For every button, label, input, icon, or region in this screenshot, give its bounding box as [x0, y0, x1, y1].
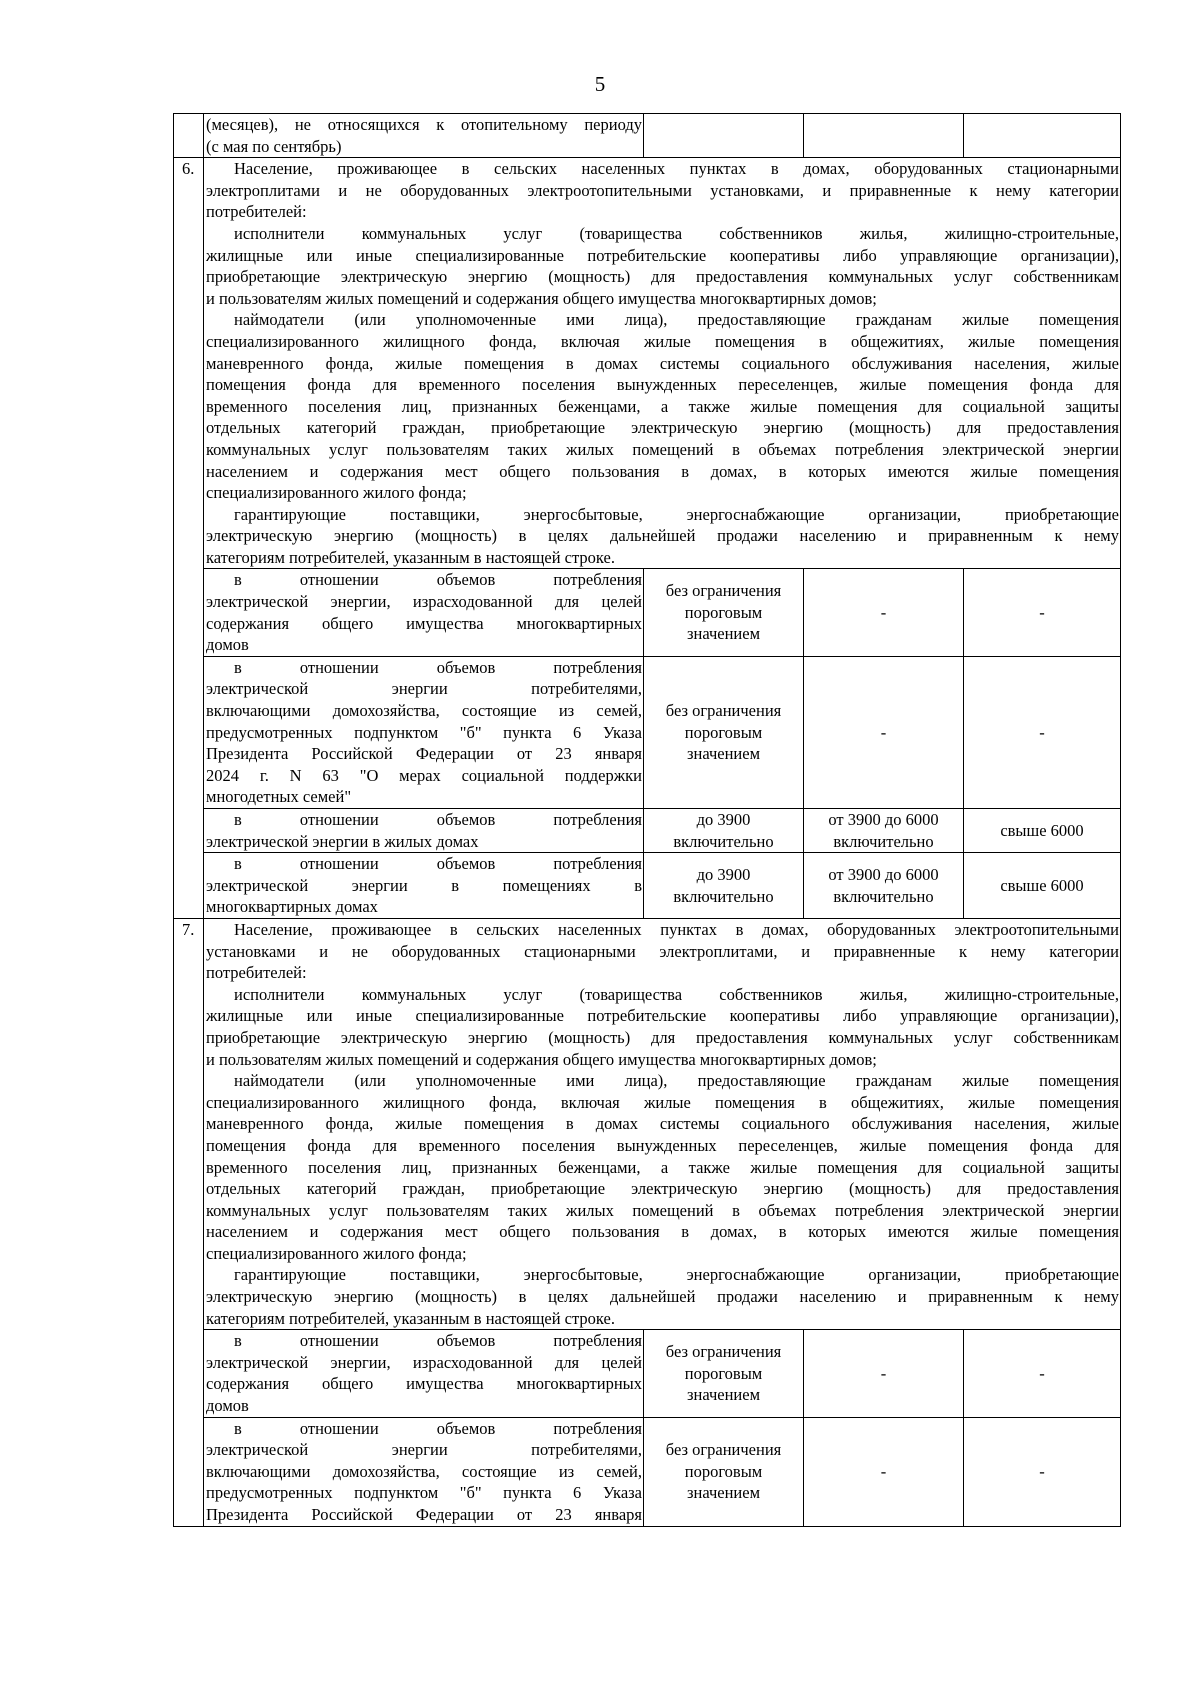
threshold-text-line: включительно	[673, 886, 774, 906]
threshold-text-line: -	[880, 602, 887, 622]
volume-text-line: включающими домохозяйства, состоящие из семей,	[206, 1461, 642, 1481]
category-text-line: отдельных категорий граждан, приобретающие электрическую энергию (мощность) для предоставления	[206, 418, 1119, 438]
volume-description-cell	[204, 569, 644, 656]
threshold-text-line: значением	[686, 1483, 761, 1503]
table-row	[174, 918, 1121, 1329]
subrow	[174, 569, 1121, 656]
volume-text-line: электрической энергии потребителями,	[206, 1440, 642, 1460]
category-text-line: категориям потребителей, указанным в настоящей строке.	[206, 1308, 615, 1328]
threshold-text-line: включительно	[673, 831, 774, 851]
volume-text-line: многоквартирных домах	[206, 897, 378, 917]
threshold-text-line: без ограничения	[665, 1342, 782, 1362]
category-text-line: приобретающие электрическую энергию (мощность) для предоставления коммунальных услуг собственникам	[206, 267, 1119, 287]
threshold-text-line: пороговым	[684, 1363, 763, 1383]
category-text-line: специализированного жилого фонда;	[206, 1243, 467, 1263]
volume-text-line: включающими домохозяйства, состоящие из семей,	[206, 701, 642, 721]
threshold-cell	[964, 656, 1121, 808]
category-text-line: категориям потребителей, указанным в настоящей строке.	[206, 547, 615, 567]
tariff-table	[173, 113, 1121, 1527]
volume-description-cell	[204, 1330, 644, 1417]
row-number-cell: 6.	[174, 158, 204, 919]
volume-text-line: Президента Российской Федерации от 23 января	[206, 744, 642, 764]
volume-text-line: 2024 г. N 63 "О мерах социальной поддержки	[206, 765, 642, 785]
threshold-cell	[644, 569, 804, 656]
continuation-row	[174, 114, 1121, 158]
threshold-text-line: -	[1039, 1461, 1045, 1481]
subrow	[174, 656, 1121, 808]
threshold-text-line: до 3900	[696, 864, 751, 884]
category-text-line: коммунальных услуг пользователям таких жилых помещений в объемах потребления электрической энергии	[206, 1200, 1119, 1220]
category-text-line: электроплитами и не оборудованных электроотопительными установками, и приравненные к нему категории	[206, 180, 1119, 200]
volume-description-cell	[204, 853, 644, 919]
threshold-cell	[644, 1330, 804, 1417]
threshold-cell	[644, 656, 804, 808]
threshold-text-line: значением	[686, 624, 761, 644]
volume-text-line: в отношении объемов потребления	[234, 1418, 642, 1438]
threshold-cell	[804, 1330, 964, 1417]
threshold-text-line: включительно	[833, 831, 934, 851]
threshold-text-line: -	[1039, 722, 1045, 742]
threshold-text-line: -	[1039, 1363, 1045, 1383]
threshold-cell	[964, 569, 1121, 656]
threshold-text-line: значением	[686, 1385, 761, 1405]
category-text-line: и пользователям жилых помещений и содержания общего имущества многоквартирных домов;	[206, 1049, 877, 1069]
category-text-line: гарантирующие поставщики, энергосбытовые, энергоснабжающие организации, приобретающие	[234, 1265, 1119, 1285]
page-number: 5	[594, 72, 606, 96]
threshold-cell	[964, 1330, 1121, 1417]
volume-text-line: домов	[206, 1396, 249, 1416]
volume-text-line: электрической энергии в жилых домах	[206, 831, 479, 851]
value-cell	[644, 114, 804, 158]
category-text-line: коммунальных услуг пользователям таких жилых помещений в объемах потребления электрической энергии	[206, 439, 1119, 459]
volume-text-line: предусмотренных подпунктом "б" пункта 6 Указа	[206, 722, 642, 742]
volume-text-line: в отношении объемов потребления	[234, 1331, 642, 1351]
category-text-line: наймодатели (или уполномоченные ими лица), предоставляющие гражданам жилые помещения	[234, 1071, 1119, 1091]
description-cell	[204, 114, 644, 158]
threshold-text-line: от 3900 до 6000	[828, 864, 939, 884]
category-description-cell	[204, 918, 1121, 1329]
volume-text-line: Президента Российской Федерации от 23 января	[206, 1505, 642, 1524]
category-text-line: отдельных категорий граждан, приобретающие электрическую энергию (мощность) для предоставления	[206, 1179, 1119, 1199]
category-text-line: исполнители коммунальных услуг (товарищества собственников жилья, жилищно-строительные,	[234, 223, 1119, 243]
category-text-line: жилищные или иные специализированные потребительские кооперативы либо управляющие организации),	[206, 245, 1119, 265]
category-text-line: потребителей:	[206, 963, 307, 983]
category-text-line: временного поселения лиц, признанных беженцами, а также жилые помещения для социальной защиты	[206, 396, 1119, 416]
value-cell	[964, 114, 1121, 158]
category-description-cell	[204, 158, 1121, 569]
table-row	[174, 158, 1121, 569]
threshold-text-line: -	[880, 1363, 887, 1383]
threshold-text-line: пороговым	[684, 722, 763, 742]
category-text-line: установками и не оборудованных стационарными электроплитами, и приравненные к нему категории	[206, 941, 1119, 961]
threshold-text-line: значением	[686, 744, 761, 764]
description-line: (с мая по сентябрь)	[206, 136, 342, 156]
threshold-cell	[804, 809, 964, 853]
threshold-cell	[804, 656, 964, 808]
volume-text-line: предусмотренных подпунктом "б" пункта 6 Указа	[206, 1483, 642, 1503]
category-text-line: населением и содержания мест общего пользования в домах, в которых имеются жилые помещения	[206, 461, 1119, 481]
category-text-line: исполнители коммунальных услуг (товарищества собственников жилья, жилищно-строительные,	[234, 984, 1119, 1004]
threshold-cell	[964, 809, 1121, 853]
category-text-line: Население, проживающее в сельских населенных пунктах в домах, оборудованных стационарными	[234, 159, 1119, 179]
category-text-line: специализированного жилого фонда;	[206, 483, 467, 503]
category-text-line: Население, проживающее в сельских населенных пунктах в домах, оборудованных электроотопительными	[234, 919, 1119, 939]
volume-description-cell	[204, 809, 644, 853]
category-text-line: гарантирующие поставщики, энергосбытовые, энергоснабжающие организации, приобретающие	[234, 504, 1119, 524]
volume-text-line: содержания общего имущества многоквартирных	[206, 613, 642, 633]
threshold-text-line: -	[1039, 602, 1045, 622]
threshold-cell	[964, 1417, 1121, 1526]
volume-text-line: многодетных семей"	[206, 787, 352, 807]
threshold-text-line: без ограничения	[665, 701, 782, 721]
volume-text-line: в отношении объемов потребления	[234, 854, 642, 874]
threshold-text-line: без ограничения	[665, 581, 782, 601]
threshold-cell	[644, 809, 804, 853]
category-text-line: и пользователям жилых помещений и содержания общего имущества многоквартирных домов;	[206, 288, 877, 308]
row-number-cell	[174, 114, 204, 158]
category-text-line: электрическую энергию (мощность) в целях дальнейшей продажи населению и приравненным к нему	[206, 526, 1119, 546]
subrow	[174, 809, 1121, 853]
category-text-line: маневренного фонда, жилые помещения в домах системы социального обслуживания населения, жилые	[206, 1114, 1119, 1134]
category-text-line: жилищные или иные специализированные потребительские кооперативы либо управляющие организации),	[206, 1006, 1119, 1026]
threshold-cell	[644, 1417, 804, 1526]
category-text-line: специализированного жилищного фонда, включая жилые помещения в общежитиях, жилые помещения	[206, 1092, 1119, 1112]
category-text-line: помещения фонда для временного поселения вынужденных переселенцев, жилые помещения фонда для	[206, 1135, 1119, 1155]
description-line: (месяцев), не относящихся к отопительному периоду	[206, 115, 642, 134]
volume-text-line: электрической энергии потребителями,	[206, 679, 642, 699]
category-text-line: специализированного жилищного фонда, включая жилые помещения в общежитиях, жилые помещения	[206, 331, 1119, 351]
volume-text-line: содержания общего имущества многоквартирных	[206, 1374, 642, 1394]
volume-description-cell	[204, 656, 644, 808]
threshold-cell	[964, 853, 1121, 919]
value-cell	[804, 114, 964, 158]
threshold-cell	[644, 853, 804, 919]
volume-text-line: электрической энергии в помещениях в	[206, 875, 642, 895]
subrow	[174, 853, 1121, 919]
category-text-line: помещения фонда для временного поселения вынужденных переселенцев, жилые помещения фонда для	[206, 375, 1119, 395]
threshold-text-line: свыше 6000	[1000, 820, 1084, 840]
threshold-text-line: -	[880, 1461, 887, 1481]
threshold-text-line: до 3900	[696, 810, 751, 829]
category-text-line: временного поселения лиц, признанных беженцами, а также жилые помещения для социальной защиты	[206, 1157, 1119, 1177]
threshold-text-line: от 3900 до 6000	[828, 810, 939, 829]
threshold-text-line: -	[880, 722, 887, 742]
volume-text-line: в отношении объемов потребления	[234, 810, 642, 829]
category-text-line: электрическую энергию (мощность) в целях дальнейшей продажи населению и приравненным к нему	[206, 1287, 1119, 1307]
row-number-cell: 7.	[174, 918, 204, 1526]
category-text-line: потребителей:	[206, 202, 307, 222]
threshold-cell	[804, 853, 964, 919]
volume-text-line: в отношении объемов потребления	[234, 657, 642, 677]
category-text-line: наймодатели (или уполномоченные ими лица), предоставляющие гражданам жилые помещения	[234, 310, 1119, 330]
volume-text-line: электрической энергии, израсходованной для целей	[206, 1352, 642, 1372]
volume-text-line: в отношении объемов потребления	[234, 570, 642, 590]
threshold-text-line: свыше 6000	[1000, 875, 1084, 895]
subrow	[174, 1330, 1121, 1417]
threshold-cell	[804, 569, 964, 656]
volume-description-cell	[204, 1417, 644, 1526]
threshold-cell	[804, 1417, 964, 1526]
category-text-line: населением и содержания мест общего пользования в домах, в которых имеются жилые помещения	[206, 1222, 1119, 1242]
threshold-text-line: пороговым	[684, 1461, 763, 1481]
subrow	[174, 1417, 1121, 1526]
threshold-text-line: без ограничения	[665, 1440, 782, 1460]
volume-text-line: домов	[206, 635, 249, 655]
threshold-text-line: включительно	[833, 886, 934, 906]
volume-text-line: электрической энергии, израсходованной для целей	[206, 592, 642, 612]
threshold-text-line: пороговым	[684, 602, 763, 622]
category-text-line: приобретающие электрическую энергию (мощность) для предоставления коммунальных услуг собственникам	[206, 1027, 1119, 1047]
category-text-line: маневренного фонда, жилые помещения в домах системы социального обслуживания населения, жилые	[206, 353, 1119, 373]
